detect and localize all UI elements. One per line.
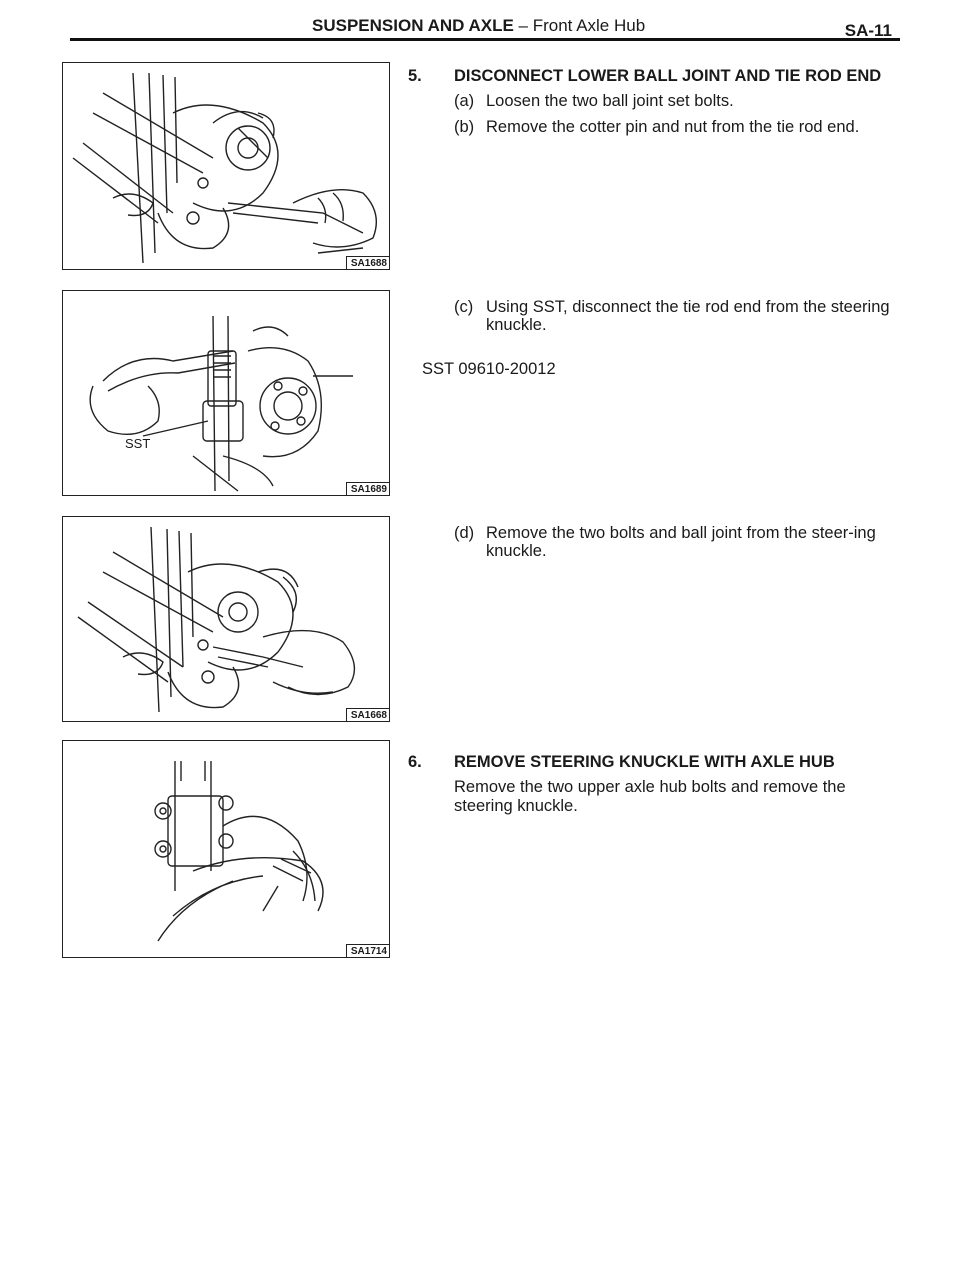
substep-text: Using SST, disconnect the tie rod end from the steering knuckle. <box>486 298 890 334</box>
substep-text: Loosen the two ball joint set bolts. <box>486 92 734 110</box>
figure-ball-joint-bolts <box>62 62 390 270</box>
step-number: 5. <box>408 67 422 85</box>
substep-text: Remove the two bolts and ball joint from the steer-ing knuckle. <box>486 524 876 560</box>
figure-id: SA1714 <box>346 944 389 957</box>
page-number: SA-11 <box>844 21 892 40</box>
sst-part-number: SST 09610-20012 <box>422 360 556 378</box>
step-title: REMOVE STEERING KNUCKLE WITH AXLE HUB <box>454 753 835 771</box>
substep-text: Remove the cotter pin and nut from the tie rod end. <box>486 118 860 136</box>
figure-id: SA1689 <box>346 482 389 495</box>
step-number: 6. <box>408 753 422 771</box>
ball-joint-removal-icon <box>63 517 389 721</box>
substep-letter: (b) <box>454 118 475 136</box>
step-title: DISCONNECT LOWER BALL JOINT AND TIE ROD END <box>454 67 882 85</box>
ball-joint-bolt-wrench-icon <box>63 63 389 269</box>
tie-rod-puller-icon <box>63 291 389 495</box>
substep-letter: (d) <box>454 524 475 542</box>
page-title <box>312 16 645 36</box>
section-title: SUSPENSION AND AXLE <box>312 16 514 35</box>
figure-upper-hub-bolts <box>62 740 390 958</box>
figure-id: SA1668 <box>346 708 389 721</box>
figure-ball-joint-removal <box>62 516 390 722</box>
step-6-instruction: Remove the two upper axle hub bolts and remove the steering knuckle. <box>454 778 846 815</box>
figure-id: SA1688 <box>346 256 389 269</box>
sst-callout: SST <box>125 436 151 451</box>
figure-tie-rod-sst <box>62 290 390 496</box>
header-divider <box>70 38 900 41</box>
substep-letter: (c) <box>454 298 474 316</box>
subsection-title: – Front Axle Hub <box>513 16 646 35</box>
upper-axle-hub-bolts-icon <box>63 741 389 957</box>
substep-letter: (a) <box>454 92 475 110</box>
